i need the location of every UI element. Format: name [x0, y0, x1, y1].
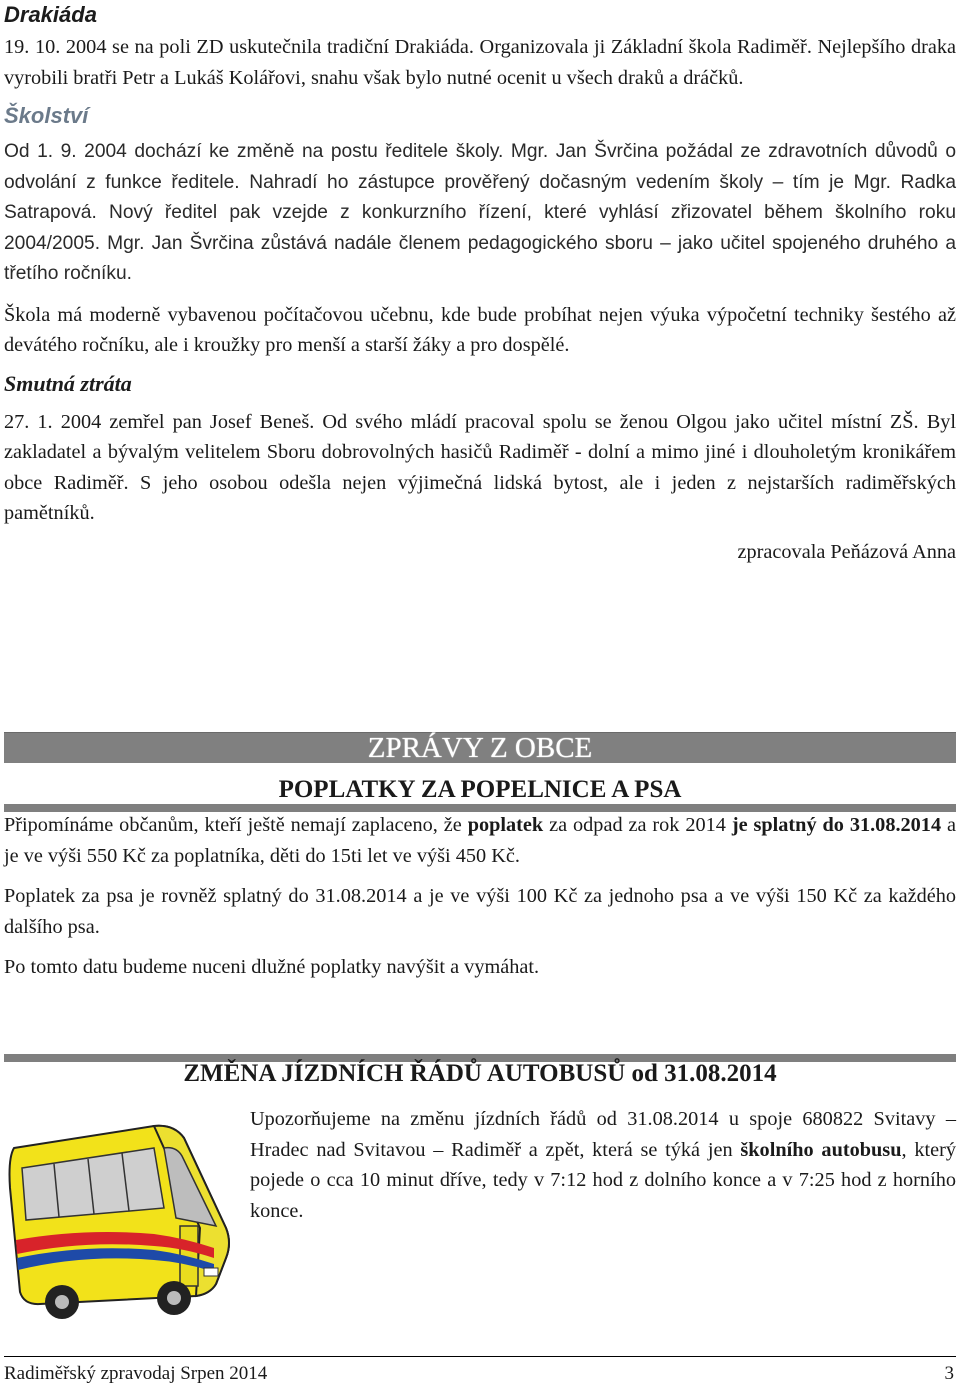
page-content [4, 0, 956, 567]
fees-p1-a: Připomínáme občanům, kteří ještě nemají zaplaceno, že [4, 814, 468, 836]
bus-title: ZMĚNA JÍZDNÍCH ŘÁDŮ AUTOBUSŮ od 31.08.2014 [183, 1060, 777, 1087]
para-smutna-ztrata: 27. 1. 2004 zemřel pan Josef Beneš. Od svého mládí pracoval spolu se ženou Olgou jako učitel místní ZŠ. Byl zakladatel a bývalým velitelem Sboru dobrovolných hasičů Radiměř - dolní a mimo jiné i dlouholetým kronikářem obce Radiměř. S jeho osobou odešla nejen výjimečná lidská bytost, ale i jeden z nejstarších radiměřských pamětníků. [4, 410, 956, 524]
page-footer [4, 1362, 956, 1386]
para-drakiada: 19. 10. 2004 se na poli ZD uskutečnila tradiční Drakiáda. Organizovala ji Základní škola Radiměř. Nejlepšího draka vyrobili bratři Petr a Lukáš Kolářovi, snahu však bylo nutné ocenit u všech draků a dráčků. [4, 36, 956, 89]
bus-p-b: školního autobusu [740, 1138, 902, 1161]
fees-p1-d: je splatný do 31.08.2014 [731, 814, 942, 836]
fees-section [4, 776, 956, 983]
fees-para-1 [4, 810, 956, 871]
para-skolstvi-2: Škola má moderně vybavenou počítačovou učebnu, kde bude probíhat nejen výuka výpočetní techniky šestého až devátého ročníku, ale i kroužky pro menší a starší žáky a pro dospělé. [4, 303, 956, 356]
footer-divider [4, 1356, 956, 1357]
fees-p1-e: a je ve výši 550 Kč za poplatníka, děti do 15ti let ve výši 450 Kč. [4, 814, 957, 867]
bus-icon [4, 1108, 236, 1323]
footer-title: Radiměřský zpravodaj Srpen 2014 [4, 1363, 268, 1384]
bus-p-c: , který pojede o cca 10 minut dříve, tedy v 7:12 hod z dolního konce a v 7:25 hod z horního konce. [250, 1138, 956, 1222]
fees-title-underline [4, 804, 956, 812]
bus-section [4, 1054, 956, 1088]
author-credit: zpracovala Peňázová Anna [737, 540, 956, 563]
fees-p1-c: za odpad za rok 2014 [543, 814, 732, 836]
bus-para [250, 1104, 956, 1226]
fees-p1-b: poplatek [467, 814, 544, 836]
heading-skolstvi: Školství [4, 103, 89, 128]
fees-para-3: Po tomto datu budeme nuceni dlužné poplatky navýšit a vymáhat. [4, 956, 540, 978]
fees-para-2: Poplatek za psa je rovněž splatný do 31.08.2014 a je ve výši 100 Kč za jednoho psa a ve výši 150 Kč za každého dalšího psa. [4, 885, 956, 938]
para-skolstvi-1: Od 1. 9. 2004 dochází ke změně na postu ředitele školy. Mgr. Jan Švrčina požádal ze zdravotních důvodů o odvolání z funkce ředitele. Nahradí ho zástupce prověřený dočasným vedením školy – tím je Mgr. Radka Satrapová. Nový ředitel pak vzejde z konkurzního řízení, které vyhlásí zřizovatel během školního roku 2004/2005. Mgr. Jan Švrčina zůstává nadále členem pedagogického sboru – jako učitel spojeného druhého a třetího ročníku. [4, 141, 956, 284]
bus-illustration [4, 1108, 236, 1323]
heading-drakiada: Drakiáda [4, 2, 97, 27]
fees-title: POPLATKY ZA POPELNICE A PSA [278, 776, 682, 803]
section-banner: ZPRÁVY Z OBCE [4, 732, 956, 763]
bus-p-a: Upozorňujeme na změnu jízdních řádů od 31.08.2014 u spoje 680822 Svitavy – Hradec nad Svitavou – Radiměř a zpět, která se týká jen [250, 1108, 956, 1161]
page-number: 3 [944, 1363, 954, 1384]
bus-notice [250, 1104, 956, 1226]
heading-smutna-ztrata: Smutná ztráta [4, 370, 132, 396]
